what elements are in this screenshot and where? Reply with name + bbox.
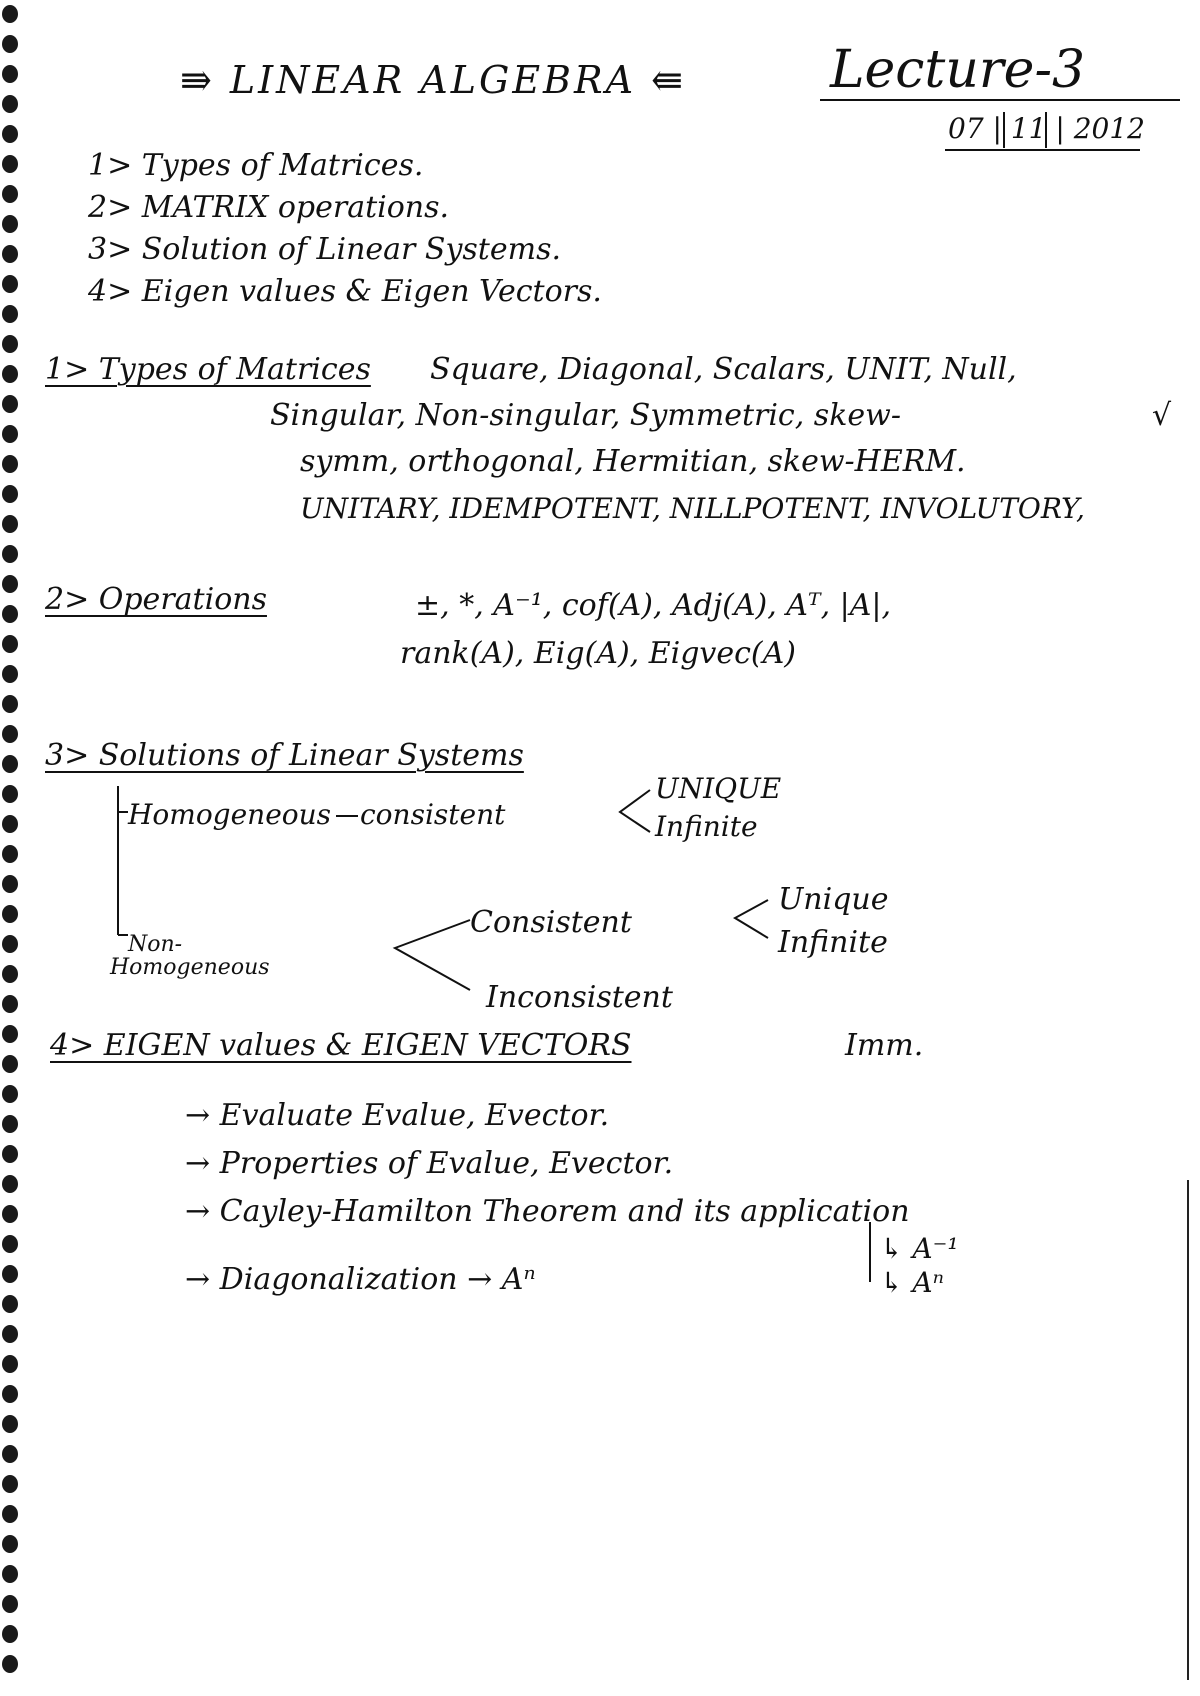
eigen-item: → Properties of Evalue, Evector.	[185, 1146, 674, 1181]
infinite-label: Infinite	[778, 925, 888, 960]
types-line: Singular, Non-singular, Symmetric, skew-	[270, 398, 901, 433]
page-title: ⇛ LINEAR ALGEBRA ⇚	[180, 58, 686, 102]
topic-item: 3> Solution of Linear Systems.	[88, 232, 561, 267]
unique-label: Unique	[778, 882, 889, 917]
inconsistent-label: Inconsistent	[486, 980, 673, 1015]
operations-line: rank(A), Eig(A), Eigvec(A)	[400, 636, 796, 671]
topic-item: 1> Types of Matrices.	[88, 148, 424, 183]
fork-consistent	[735, 900, 768, 938]
infinite-label: Infinite	[655, 810, 758, 843]
topic-item: 2> MATRIX operations.	[88, 190, 450, 225]
lecture-number: Lecture-3	[830, 40, 1086, 100]
operations-heading: 2> Operations	[45, 582, 267, 617]
non-homogeneous-label: Homogeneous	[110, 955, 270, 980]
eigen-heading: 4> EIGEN values & EIGEN VECTORS	[50, 1028, 632, 1063]
homogeneous-label: Homogeneous	[128, 798, 332, 831]
types-line: UNITARY, IDEMPOTENT, NILLPOTENT, INVOLUTORY,	[300, 492, 1085, 525]
lecture-date: 07 | 11 | 2012	[948, 112, 1145, 145]
application-item: ↳ Aⁿ	[880, 1266, 944, 1299]
application-item: ↳ A⁻¹	[880, 1232, 959, 1265]
eigen-item: → Evaluate Evalue, Evector.	[185, 1098, 610, 1133]
date-divider	[1004, 112, 1046, 148]
topic-item: 4> Eigen values & Eigen Vectors.	[88, 274, 602, 309]
tick-mark: √	[1152, 398, 1172, 433]
eigen-item: → Cayley-Hamilton Theorem and its application	[185, 1194, 910, 1229]
consistent-label: consistent	[360, 798, 506, 831]
operations-line: ±, *, A⁻¹, cof(A), Adj(A), Aᵀ, |A|,	[415, 588, 892, 623]
non-homogeneous-label: Non-	[128, 932, 183, 957]
eigen-item: → Diagonalization → Aⁿ	[185, 1262, 536, 1297]
fork-homogeneous	[620, 790, 650, 832]
types-heading: 1> Types of Matrices	[45, 352, 371, 387]
solutions-heading: 3> Solutions of Linear Systems	[45, 738, 524, 773]
unique-label: UNIQUE	[655, 772, 782, 805]
types-line: Square, Diagonal, Scalars, UNIT, Null,	[430, 352, 1017, 387]
important-note: Imm.	[845, 1028, 924, 1063]
consistent-label: Consistent	[470, 905, 632, 940]
types-line: symm, orthogonal, Hermitian, skew-HERM.	[300, 444, 966, 479]
fork-nonhomogeneous	[395, 920, 470, 990]
